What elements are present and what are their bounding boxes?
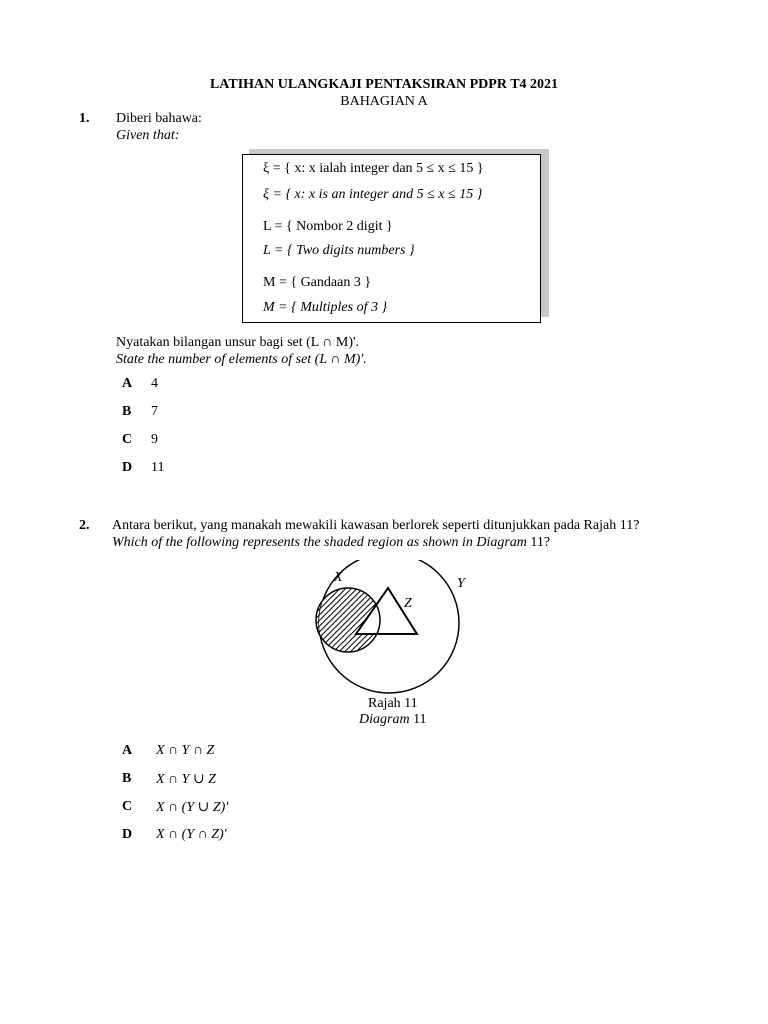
q1-option-a-text[interactable]: 4 bbox=[151, 376, 158, 391]
set-definition-box bbox=[242, 154, 541, 323]
q1-question-ms: Nyatakan bilangan unsur bagi set (L ∩ M)'. bbox=[116, 335, 360, 350]
set-m-en: M = { Multiples of 3 } bbox=[263, 300, 388, 315]
venn-diagram bbox=[300, 560, 480, 700]
q2-question-en bbox=[112, 535, 550, 551]
section-title: BAHAGIAN A bbox=[340, 94, 428, 109]
diagram-caption-en-tail: 11 bbox=[409, 712, 427, 727]
set-m-ms: M = { Gandaan 3 } bbox=[263, 275, 372, 290]
q2-option-b-text[interactable]: X ∩ Y ∪ Z bbox=[156, 772, 216, 787]
diagram-caption-en-italic: Diagram bbox=[359, 712, 410, 727]
q2-question-en-italic: Which of the following represents the shaded region as shown in Diagram bbox=[112, 535, 527, 550]
set-l-en: L = { Two digits numbers } bbox=[263, 243, 415, 258]
q1-intro-ms: Diberi bahawa: bbox=[116, 111, 202, 126]
q1-option-d-letter[interactable]: D bbox=[122, 460, 133, 475]
q1-option-b-text[interactable]: 7 bbox=[151, 404, 158, 419]
label-z: Z bbox=[404, 596, 412, 611]
q2-option-b-letter[interactable]: B bbox=[122, 771, 132, 786]
q1-number: 1. bbox=[79, 111, 90, 126]
q1-question-en: State the number of elements of set (L ∩ M)'. bbox=[116, 352, 367, 367]
set-l-ms: L = { Nombor 2 digit } bbox=[263, 219, 393, 234]
q2-option-a-letter[interactable]: A bbox=[122, 743, 133, 758]
q2-option-c-text[interactable]: X ∩ (Y ∪ Z)' bbox=[156, 800, 229, 815]
diagram-caption-ms: Rajah 11 bbox=[368, 696, 418, 711]
q2-question-en-tail: 11? bbox=[526, 535, 551, 550]
universal-set-en: ξ = { x: x is an integer and 5 ≤ x ≤ 15 } bbox=[263, 187, 483, 202]
label-y: Y bbox=[457, 576, 465, 591]
q2-option-d-text[interactable]: X ∩ (Y ∩ Z)' bbox=[156, 827, 227, 842]
q2-question-ms: Antara berikut, yang manakah mewakili kawasan berlorek seperti ditunjukkan pada Rajah 11? bbox=[112, 518, 640, 533]
q1-option-c-letter[interactable]: C bbox=[122, 432, 133, 447]
label-x: X bbox=[334, 570, 343, 585]
q1-option-d-text[interactable]: 11 bbox=[151, 460, 165, 475]
universal-set-ms: ξ = { x: x ialah integer dan 5 ≤ x ≤ 15 } bbox=[263, 161, 484, 176]
page-title: LATIHAN ULANGKAJI PENTAKSIRAN PDPR T4 2021 bbox=[209, 77, 559, 92]
q1-option-b-letter[interactable]: B bbox=[122, 404, 132, 419]
q1-option-a-letter[interactable]: A bbox=[122, 376, 133, 391]
q1-intro-en: Given that: bbox=[116, 128, 180, 143]
q2-option-a-text[interactable]: X ∩ Y ∩ Z bbox=[156, 743, 215, 758]
q2-option-d-letter[interactable]: D bbox=[122, 827, 133, 842]
q2-option-c-letter[interactable]: C bbox=[122, 799, 133, 814]
q2-number: 2. bbox=[79, 518, 90, 533]
q1-option-c-text[interactable]: 9 bbox=[151, 432, 158, 447]
diagram-caption-en bbox=[359, 712, 427, 728]
